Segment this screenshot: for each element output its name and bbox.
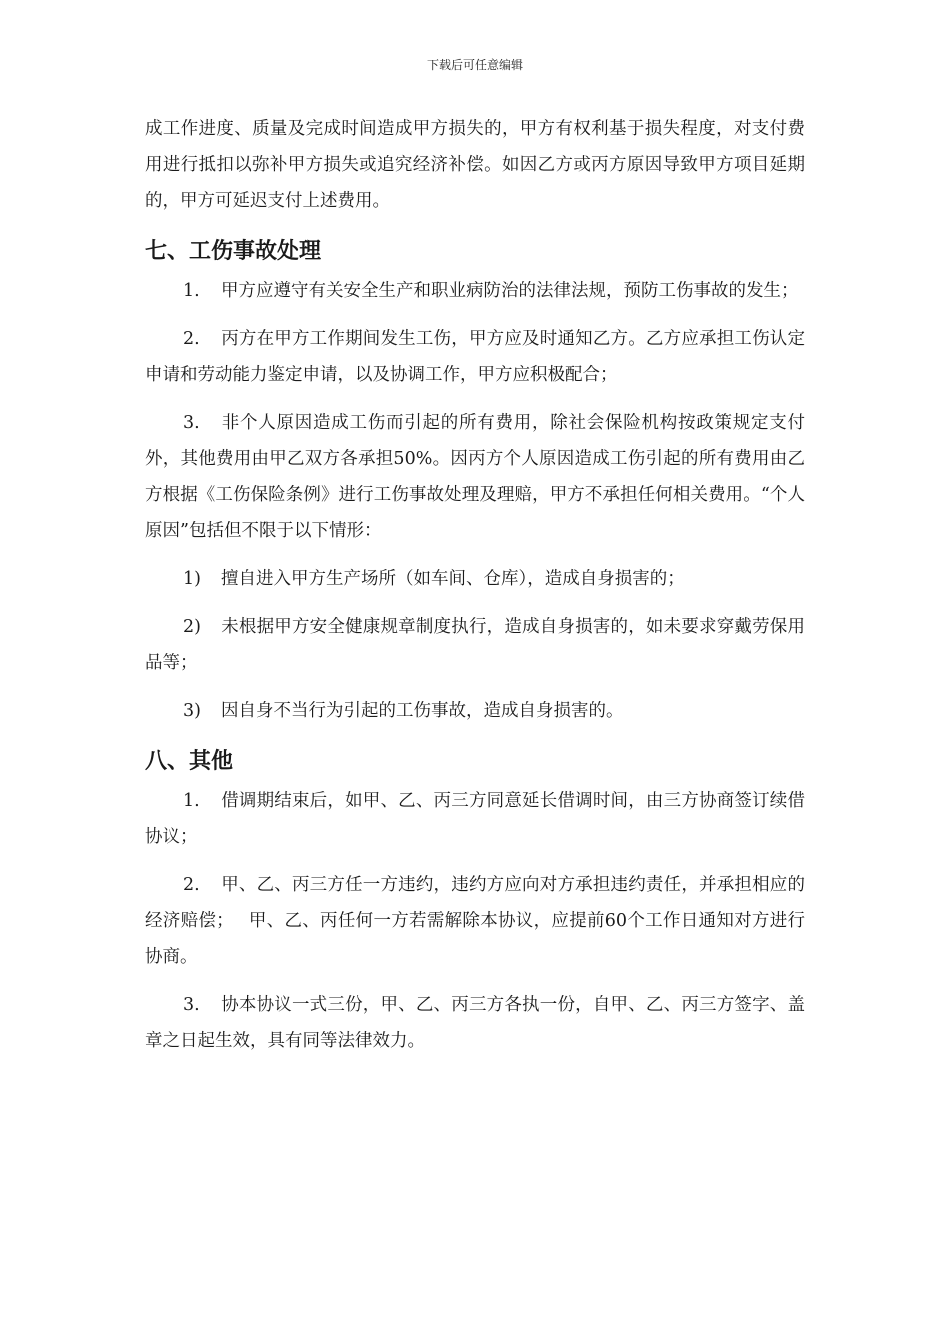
item-number: 3) xyxy=(183,701,201,721)
item-number: 2. xyxy=(183,875,200,895)
section-7-subitem-1 xyxy=(145,561,805,597)
section-7-title: 七、工伤事故处理 xyxy=(145,239,322,264)
section-8-title: 八、其他 xyxy=(145,749,234,774)
section-7-item-2 xyxy=(145,321,805,393)
item-text: 借调期结束后，如甲、乙、丙三方同意延长借调时间，由三方协商签订续借协议； xyxy=(145,791,805,847)
item-text: 非个人原因造成工伤而引起的所有费用，除社会保险机构按政策规定支付外，其他费用由甲乙双方各承担50%。因丙方个人原因造成工伤引起的所有费用由乙方根据《工伤保险条例》进行工伤事故处理及理赔，甲方不承担任何相关费用。“个人原因”包括但不限于以下情形： xyxy=(145,413,805,541)
item-text: 协本协议一式三份，甲、乙、丙三方各执一份，自甲、乙、丙三方签字、盖章之日起生效，具有同等法律效力。 xyxy=(145,995,805,1051)
section-7-item-1 xyxy=(145,273,805,309)
item-number: 1. xyxy=(183,791,200,811)
page-header: 下载后可任意编辑 xyxy=(426,58,523,72)
item-number: 3. xyxy=(183,413,200,433)
item-number: 2) xyxy=(183,617,201,637)
intro-paragraph: 成工作进度、质量及完成时间造成甲方损失的，甲方有权利基于损失程度，对支付费用进行抵扣以弥补甲方损失或追究经济补偿。如因乙方或丙方原因导致甲方项目延期的，甲方可延迟支付上述费用。 xyxy=(145,119,805,211)
item-text: 擅自进入甲方生产场所（如车间、仓库），造成自身损害的； xyxy=(221,569,685,589)
item-text: 因自身不当行为引起的工伤事故，造成自身损害的。 xyxy=(221,701,624,721)
section-7-subitem-3 xyxy=(145,693,805,729)
item-text: 甲、乙、丙三方任一方违约，违约方应向对方承担违约责任，并承担相应的经济赔偿； 甲、乙、丙任何一方若需解除本协议，应提前60个工作日通知对方进行协商。 xyxy=(145,875,805,967)
item-text: 丙方在甲方工作期间发生工伤，甲方应及时通知乙方。乙方应承担工伤认定申请和劳动能力鉴定申请，以及协调工作，甲方应积极配合； xyxy=(145,329,805,385)
item-number: 3. xyxy=(183,995,200,1015)
section-8-item-3 xyxy=(145,987,805,1059)
item-number: 2. xyxy=(183,329,200,349)
document-body xyxy=(145,111,805,1059)
item-number: 1. xyxy=(183,281,200,301)
item-number: 1) xyxy=(183,569,201,589)
item-text: 未根据甲方安全健康规章制度执行，造成自身损害的，如未要求穿戴劳保用品等； xyxy=(145,617,805,673)
section-8-item-2 xyxy=(145,867,805,975)
section-7-item-3 xyxy=(145,405,805,549)
section-7-subitem-2 xyxy=(145,609,805,681)
item-text: 甲方应遵守有关安全生产和职业病防治的法律法规，预防工伤事故的发生； xyxy=(221,281,799,301)
section-8-item-1 xyxy=(145,783,805,855)
